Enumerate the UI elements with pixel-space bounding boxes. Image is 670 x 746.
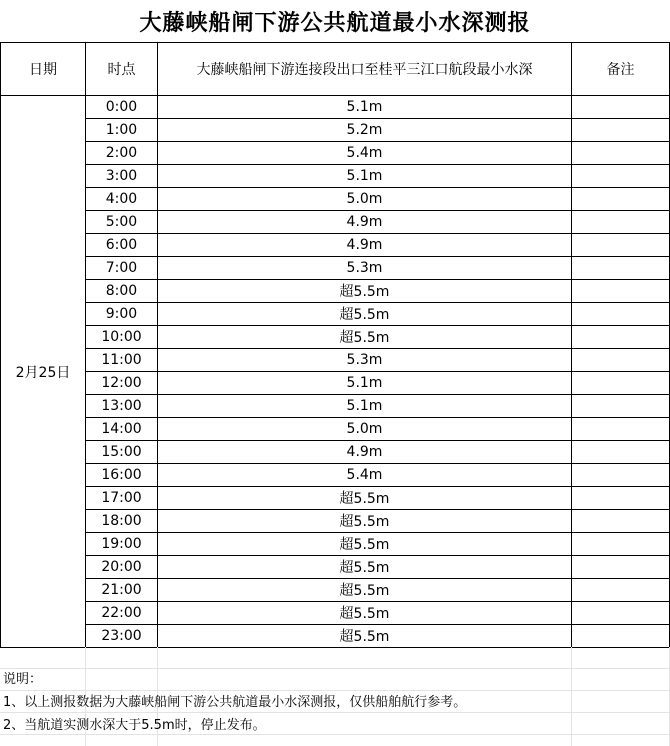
depth-cell: 5.1m xyxy=(158,96,572,119)
remark-cell xyxy=(572,326,670,349)
depth-cell: 4.9m xyxy=(158,441,572,464)
time-cell: 5:00 xyxy=(86,211,158,234)
table-row xyxy=(1,165,670,188)
table-row xyxy=(1,349,670,372)
report-title: 大藤峡船闸下游公共航道最小水深测报 xyxy=(139,10,531,36)
remark-cell xyxy=(572,119,670,142)
table-row xyxy=(1,487,670,510)
table-row xyxy=(1,234,670,257)
remark-cell xyxy=(572,395,670,418)
notes-section xyxy=(3,668,466,737)
depth-cell: 5.0m xyxy=(158,418,572,441)
table-row xyxy=(1,556,670,579)
table-row xyxy=(1,372,670,395)
time-cell: 20:00 xyxy=(86,556,158,579)
time-cell: 4:00 xyxy=(86,188,158,211)
table-row xyxy=(1,464,670,487)
remark-cell xyxy=(572,165,670,188)
table-row xyxy=(1,280,670,303)
depth-cell: 5.4m xyxy=(158,142,572,165)
remark-cell xyxy=(572,303,670,326)
table-row xyxy=(1,510,670,533)
remark-cell xyxy=(572,142,670,165)
table-row xyxy=(1,119,670,142)
depth-cell: 5.0m xyxy=(158,188,572,211)
remark-cell xyxy=(572,510,670,533)
table-row xyxy=(1,326,670,349)
time-cell: 7:00 xyxy=(86,257,158,280)
depth-table xyxy=(0,42,670,648)
table-row xyxy=(1,625,670,648)
remark-cell xyxy=(572,372,670,395)
table-row xyxy=(1,602,670,625)
remark-cell xyxy=(572,418,670,441)
header-row xyxy=(1,43,670,96)
time-cell: 2:00 xyxy=(86,142,158,165)
depth-cell: 5.1m xyxy=(158,372,572,395)
remark-cell xyxy=(572,602,670,625)
depth-cell: 超5.5m xyxy=(158,510,572,533)
table-row xyxy=(1,579,670,602)
time-cell: 15:00 xyxy=(86,441,158,464)
remark-cell xyxy=(572,579,670,602)
time-cell: 1:00 xyxy=(86,119,158,142)
time-cell: 3:00 xyxy=(86,165,158,188)
time-cell: 10:00 xyxy=(86,326,158,349)
header-date: 日期 xyxy=(1,43,86,96)
time-cell: 18:00 xyxy=(86,510,158,533)
table-row xyxy=(1,418,670,441)
time-cell: 13:00 xyxy=(86,395,158,418)
table-body xyxy=(1,96,670,648)
time-cell: 21:00 xyxy=(86,579,158,602)
remark-cell xyxy=(572,349,670,372)
table-row xyxy=(1,142,670,165)
depth-cell: 5.1m xyxy=(158,395,572,418)
table-row xyxy=(1,257,670,280)
remark-cell xyxy=(572,188,670,211)
remark-cell xyxy=(572,556,670,579)
table-row xyxy=(1,188,670,211)
time-cell: 11:00 xyxy=(86,349,158,372)
depth-cell: 超5.5m xyxy=(158,602,572,625)
time-cell: 22:00 xyxy=(86,602,158,625)
remark-cell xyxy=(572,464,670,487)
depth-cell: 5.4m xyxy=(158,464,572,487)
remark-cell xyxy=(572,257,670,280)
header-depth: 大藤峡船闸下游连接段出口至桂平三江口航段最小水深 xyxy=(158,43,572,96)
remark-cell xyxy=(572,625,670,648)
grid-vline xyxy=(571,647,572,746)
depth-cell: 超5.5m xyxy=(158,487,572,510)
depth-cell: 5.1m xyxy=(158,165,572,188)
table-row xyxy=(1,395,670,418)
depth-cell: 4.9m xyxy=(158,211,572,234)
header-time: 时点 xyxy=(86,43,158,96)
depth-cell: 5.3m xyxy=(158,349,572,372)
note-line-2: 2、当航道实测水深大于5.5m时，停止发布。 xyxy=(3,718,266,733)
depth-cell: 超5.5m xyxy=(158,579,572,602)
table-row xyxy=(1,303,670,326)
remark-cell xyxy=(572,211,670,234)
depth-cell: 超5.5m xyxy=(158,303,572,326)
time-cell: 6:00 xyxy=(86,234,158,257)
header-remark: 备注 xyxy=(572,43,670,96)
depth-cell: 4.9m xyxy=(158,234,572,257)
depth-cell: 超5.5m xyxy=(158,625,572,648)
time-cell: 0:00 xyxy=(86,96,158,119)
notes-heading: 说明： xyxy=(3,672,43,687)
remark-cell xyxy=(572,96,670,119)
time-cell: 23:00 xyxy=(86,625,158,648)
time-cell: 8:00 xyxy=(86,280,158,303)
time-cell: 17:00 xyxy=(86,487,158,510)
depth-cell: 超5.5m xyxy=(158,326,572,349)
remark-cell xyxy=(572,280,670,303)
remark-cell xyxy=(572,533,670,556)
remark-cell xyxy=(572,487,670,510)
time-cell: 12:00 xyxy=(86,372,158,395)
table-row xyxy=(1,96,670,119)
table-row xyxy=(1,441,670,464)
remark-cell xyxy=(572,234,670,257)
depth-cell: 5.2m xyxy=(158,119,572,142)
time-cell: 9:00 xyxy=(86,303,158,326)
remark-cell xyxy=(572,441,670,464)
depth-cell: 超5.5m xyxy=(158,556,572,579)
table-row xyxy=(1,533,670,556)
depth-cell: 5.3m xyxy=(158,257,572,280)
note-line-1: 1、以上测报数据为大藤峡船闸下游公共航道最小水深测报，仅供船舶航行参考。 xyxy=(3,695,467,710)
date-cell: 2月25日 xyxy=(1,96,86,648)
time-cell: 19:00 xyxy=(86,533,158,556)
depth-cell: 超5.5m xyxy=(158,533,572,556)
time-cell: 14:00 xyxy=(86,418,158,441)
depth-cell: 超5.5m xyxy=(158,280,572,303)
table-row xyxy=(1,211,670,234)
time-cell: 16:00 xyxy=(86,464,158,487)
